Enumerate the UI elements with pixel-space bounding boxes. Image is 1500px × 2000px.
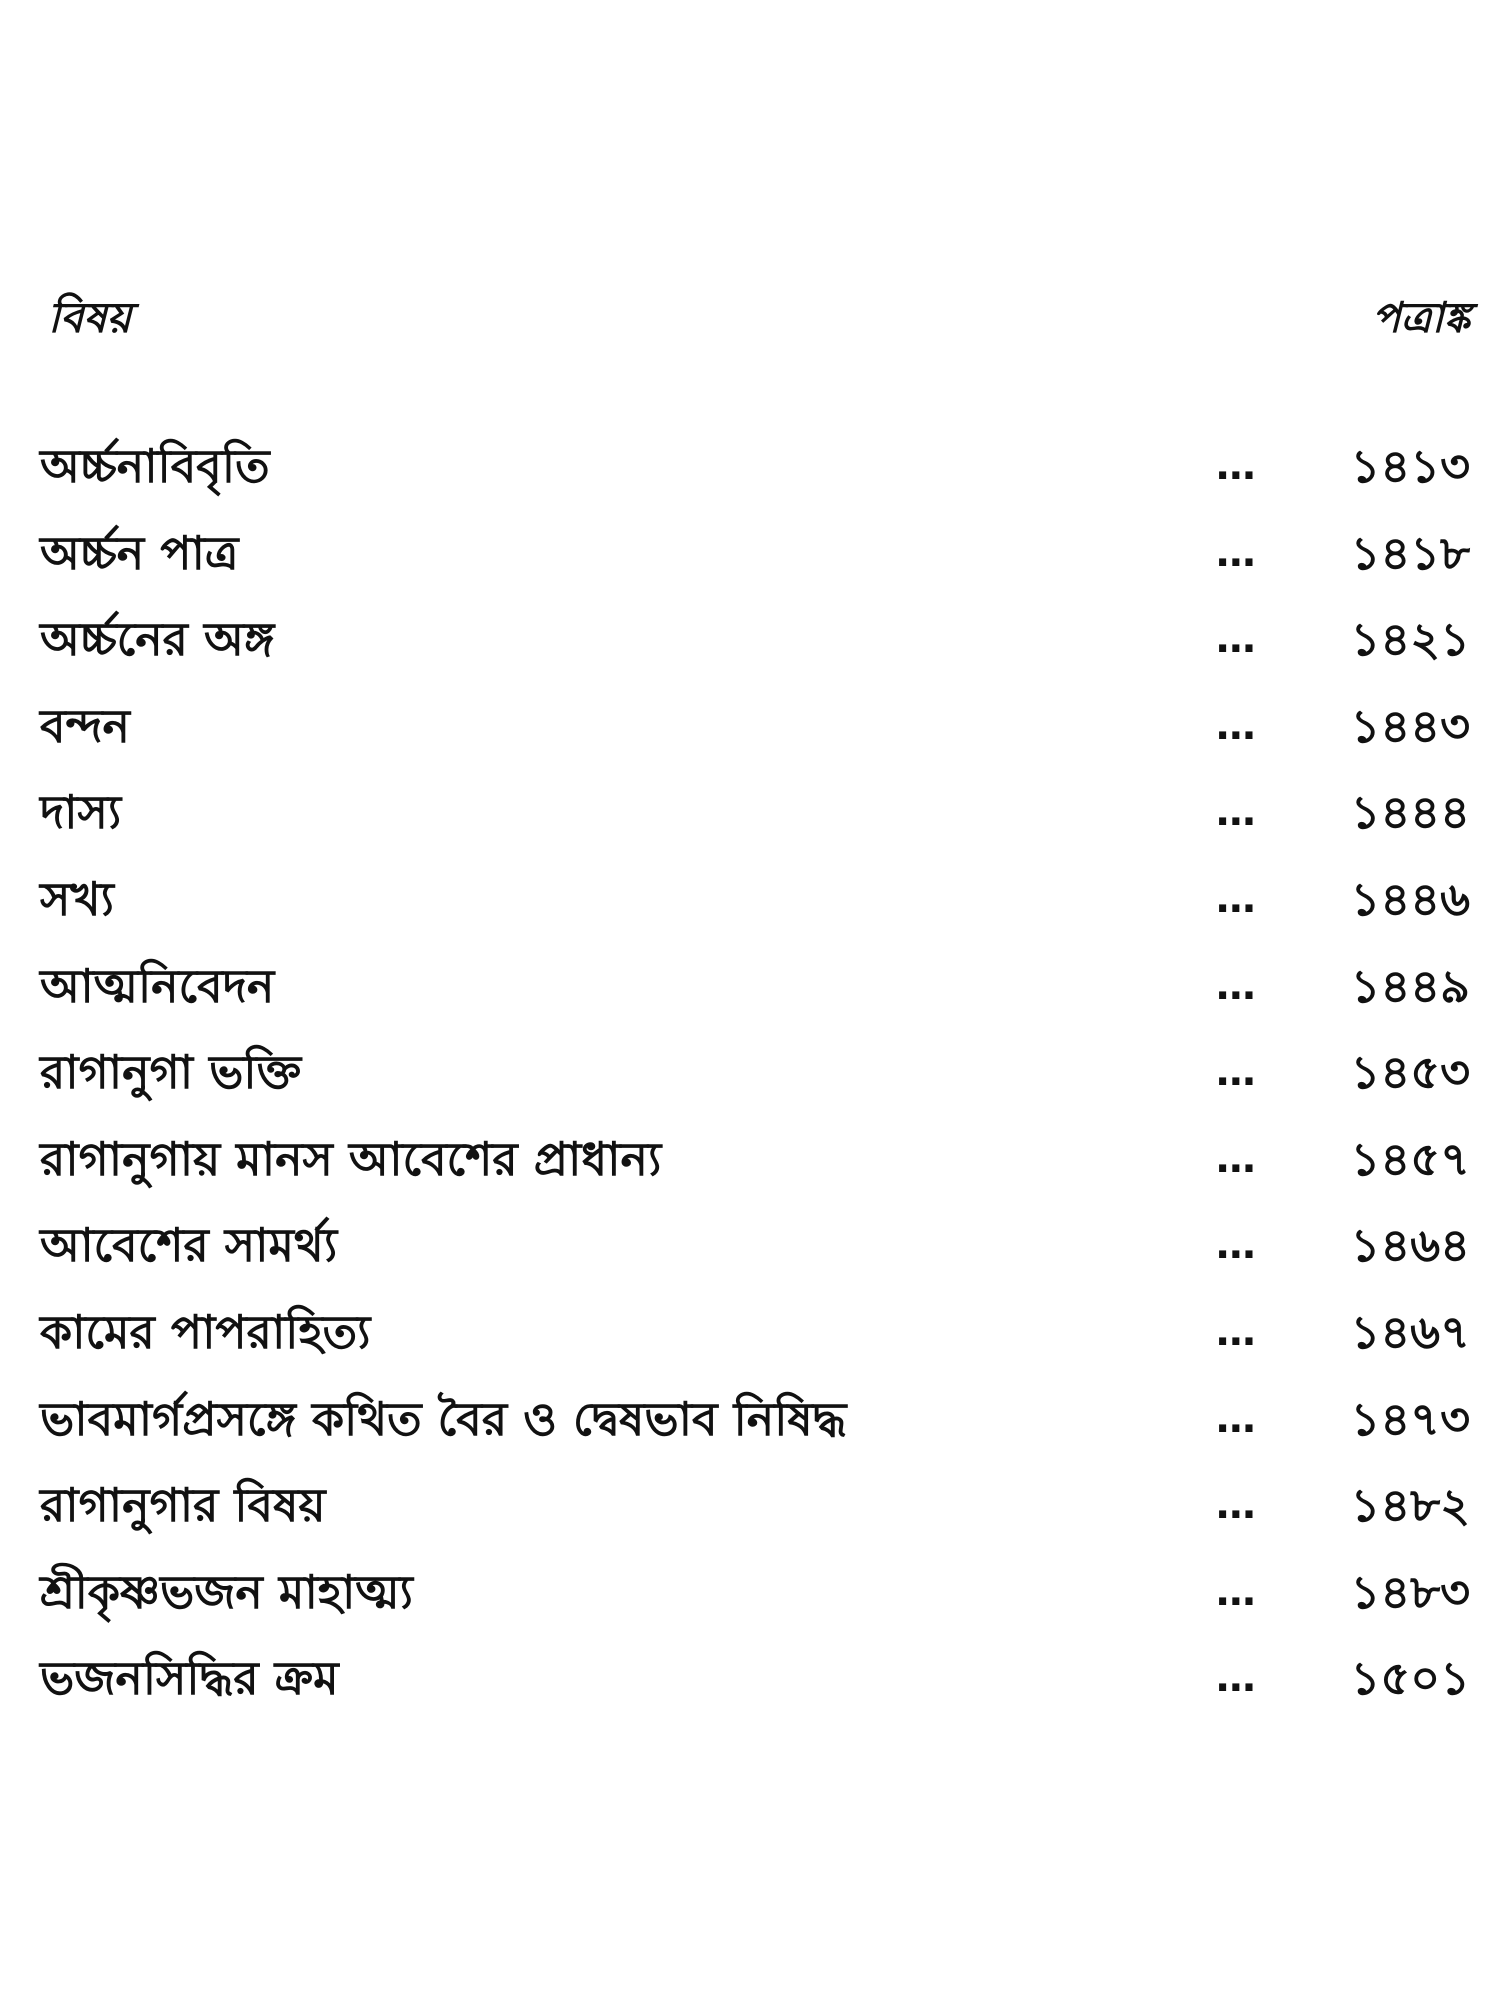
toc-entry-leader: ...	[1215, 1655, 1255, 1702]
toc-entry-leader: ...	[1215, 1395, 1255, 1442]
toc-entry-leader: ...	[1215, 1049, 1255, 1096]
toc-entry-title: অর্চ্চনাবিবৃতি	[40, 439, 270, 493]
toc-entry-title: অর্চ্চনের অঙ্গ	[40, 612, 275, 667]
toc-entry-title: আত্মনিবেদন	[40, 958, 275, 1013]
toc-entry-leader: ...	[1215, 1222, 1255, 1269]
toc-entry-leader: ...	[1215, 616, 1255, 663]
toc-entry	[40, 776, 1470, 863]
toc-entry-page-number: ১৪৪৬	[1350, 871, 1470, 926]
toc-entry-leader: ...	[1215, 962, 1255, 1009]
toc-entry-title: রাগানুগায় মানস আবেশের প্রাধান্য	[40, 1131, 662, 1186]
toc-entry	[40, 1469, 1470, 1556]
toc-entry-title: ভাবমার্গপ্রসঙ্গে কথিত বৈর ও দ্বেষভাব নিষিদ্ধ	[40, 1391, 847, 1446]
toc-entry	[40, 517, 1470, 604]
toc-entry-title: অর্চ্চন পাত্র	[40, 525, 239, 580]
toc-entry-page-number: ১৪৫৩	[1350, 1045, 1470, 1100]
toc-entry-leader: ...	[1215, 1568, 1255, 1615]
table-of-contents	[40, 430, 1470, 1729]
toc-entry-page-number: ১৪১৮	[1350, 525, 1470, 580]
toc-entry-title: ভজনসিদ্ধির ক্রম	[40, 1651, 339, 1706]
toc-entry	[40, 1036, 1470, 1123]
toc-entry-page-number: ১৪৪৪	[1350, 785, 1470, 840]
toc-entry-page-number: ১৪৮২	[1350, 1478, 1470, 1533]
toc-entry-title: রাগানুগার বিষয়	[40, 1478, 326, 1533]
toc-entry-page-number: ১৪৫৭	[1350, 1131, 1470, 1186]
toc-entry-page-number: ১৪৪৩	[1350, 698, 1470, 753]
toc-entry-leader: ...	[1215, 443, 1255, 489]
toc-entry-leader: ...	[1215, 1308, 1255, 1355]
toc-entry-title: সখ্য	[40, 871, 114, 926]
toc-entry-page-number: ১৪১৩	[1350, 439, 1470, 493]
toc-entry	[40, 863, 1470, 950]
toc-entry-title: কামের পাপরাহিত্য	[40, 1304, 371, 1359]
toc-entry	[40, 1642, 1470, 1729]
toc-entry-leader: ...	[1215, 875, 1255, 922]
toc-entry-page-number: ১৪৭৩	[1350, 1391, 1470, 1446]
subject-column-heading: বিষয়	[48, 293, 132, 342]
toc-entry-leader: ...	[1215, 789, 1255, 836]
toc-entry	[40, 1123, 1470, 1210]
toc-entry-title: দাস্য	[40, 785, 122, 840]
toc-entry	[40, 603, 1470, 690]
toc-entry	[40, 1556, 1470, 1643]
toc-entry-title: শ্রীকৃষ্ণভজন মাহাত্ম্য	[40, 1564, 413, 1619]
toc-entry-leader: ...	[1215, 1135, 1255, 1182]
toc-entry-page-number: ১৪৬৪	[1350, 1218, 1470, 1273]
toc-entry	[40, 1209, 1470, 1296]
toc-entry	[40, 1383, 1470, 1470]
toc-entry	[40, 690, 1470, 777]
toc-entry-page-number: ১৫০১	[1350, 1651, 1470, 1706]
toc-entry-page-number: ১৪২১	[1350, 612, 1470, 667]
toc-entry-title: বন্দন	[40, 698, 130, 753]
page-number-column-heading: পত্রাঙ্ক	[1372, 293, 1470, 342]
toc-entry-page-number: ১৪৬৭	[1350, 1304, 1470, 1359]
toc-entry-page-number: ১৪৪৯	[1350, 958, 1470, 1013]
toc-entry-leader: ...	[1215, 702, 1255, 749]
toc-entry-leader: ...	[1215, 1482, 1255, 1529]
toc-entry-title: রাগানুগা ভক্তি	[40, 1045, 302, 1100]
toc-entry-title: আবেশের সামর্থ্য	[40, 1218, 338, 1273]
toc-entry	[40, 950, 1470, 1037]
toc-entry-page-number: ১৪৮৩	[1350, 1564, 1470, 1619]
toc-entry	[40, 430, 1470, 517]
toc-entry-leader: ...	[1215, 529, 1255, 576]
toc-entry	[40, 1296, 1470, 1383]
